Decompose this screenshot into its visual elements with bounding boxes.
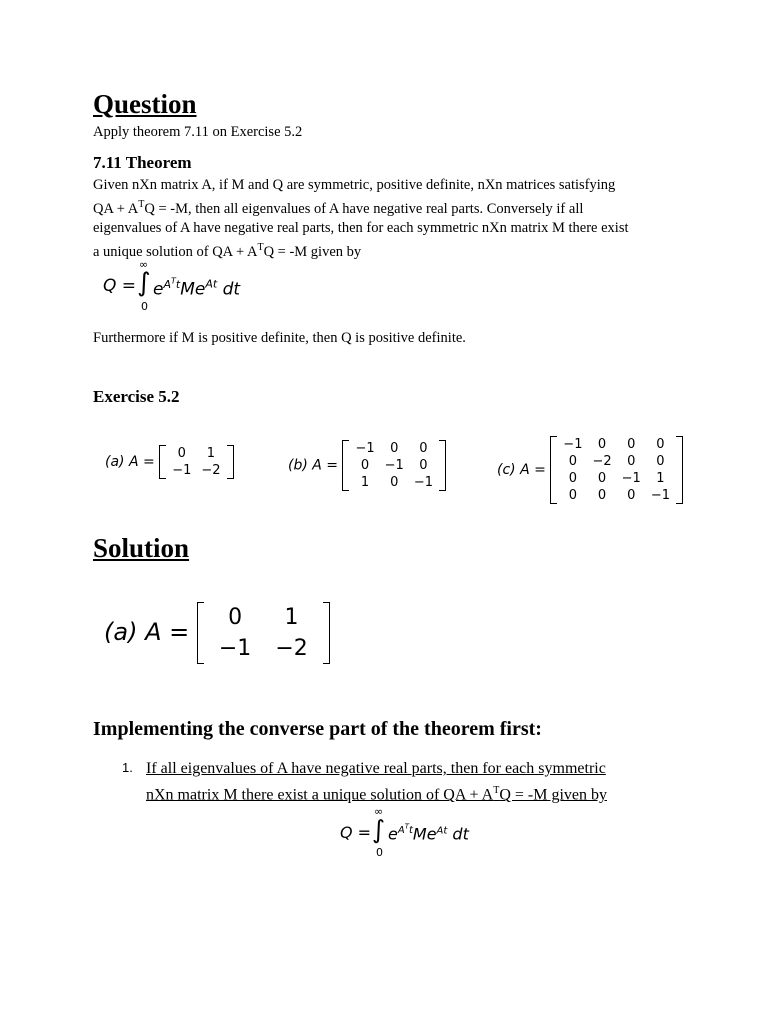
exercise-c-var: A = xyxy=(520,462,546,478)
integral-sign: ∫ xyxy=(137,268,151,298)
solution-a-matrix: 0 1 −1 −2 xyxy=(197,602,330,664)
exercise-b-label: (b) xyxy=(288,457,308,474)
formula-lower-limit: 0 xyxy=(141,300,148,313)
furthermore-text: Furthermore if M is positive definite, then Q is positive definite. xyxy=(93,330,466,346)
theorem-line-3: eigenvalues of A have negative real parts, then for each symmetric nXn matrix M there exist xyxy=(93,219,629,236)
formula-lhs: Q = xyxy=(103,276,137,296)
formula-integrand: $e^{A^Tt}Me^{At}$ dt xyxy=(153,276,241,300)
list-item-line-1: If all eigenvalues of A have negative real parts, then for each symmetric xyxy=(146,760,606,777)
exercise-c xyxy=(497,436,683,504)
exercise-c-label: (c) xyxy=(497,462,516,478)
theorem-heading: 7.11 Theorem xyxy=(93,153,192,172)
exercise-b xyxy=(288,440,446,491)
question-intro: Apply theorem 7.11 on Exercise 5.2 xyxy=(93,124,303,140)
theorem-line-4: a unique solution of QA + $A^TQ = -M$ given by xyxy=(93,241,362,260)
exercise-heading: Exercise 5.2 xyxy=(93,387,180,406)
exercise-a-matrix: 0 1 −1 −2 xyxy=(159,445,233,479)
integral-formula xyxy=(103,258,303,316)
theorem-line-1: Given nXn matrix A, if M and Q are symmetric, positive definite, nXn matrices satisfying xyxy=(93,177,616,193)
solution-a xyxy=(104,602,330,664)
integral-sign-2: ∫ xyxy=(372,815,386,844)
formula-2-lhs: Q = xyxy=(340,823,372,842)
formula-2-integrand: $e^{A^Tt}Me^{At}$ dt xyxy=(388,823,469,844)
solution-a-label: (a) xyxy=(104,618,138,646)
exercise-a-var: A = xyxy=(128,454,155,470)
exercise-a-label: (a) xyxy=(105,454,125,470)
list-item-line-2: nXn matrix M there exist a unique solution of QA + $A^TQ = -M$ given by xyxy=(146,785,607,804)
integral-formula-2 xyxy=(340,805,540,863)
list-item-text xyxy=(146,758,686,806)
theorem-body xyxy=(93,176,693,262)
exercise-a xyxy=(105,445,234,479)
list-item-number: 1. xyxy=(122,760,133,775)
solution-heading: Solution xyxy=(93,533,190,563)
question-heading: Question xyxy=(93,89,197,119)
theorem-line-2: QA + $A^TQ = -M$, then all eigenvalues of A have negative real parts. Conversely if all xyxy=(93,199,584,217)
exercise-b-matrix: −1 0 0 0 −1 0 1 0 −1 xyxy=(342,440,446,491)
formula-2-lower-limit: 0 xyxy=(376,846,383,859)
formula-2-upper-limit: ∞ xyxy=(374,805,384,818)
solution-subheading: Implementing the converse part of the theorem first: xyxy=(93,718,542,740)
exercise-b-var: A = xyxy=(312,457,339,474)
solution-a-var: A = xyxy=(145,618,190,646)
formula-upper-limit: ∞ xyxy=(139,258,149,271)
exercise-c-matrix: −1 0 0 0 0 −2 0 0 0 0 −1 1 0 0 0 −1 xyxy=(550,436,683,504)
